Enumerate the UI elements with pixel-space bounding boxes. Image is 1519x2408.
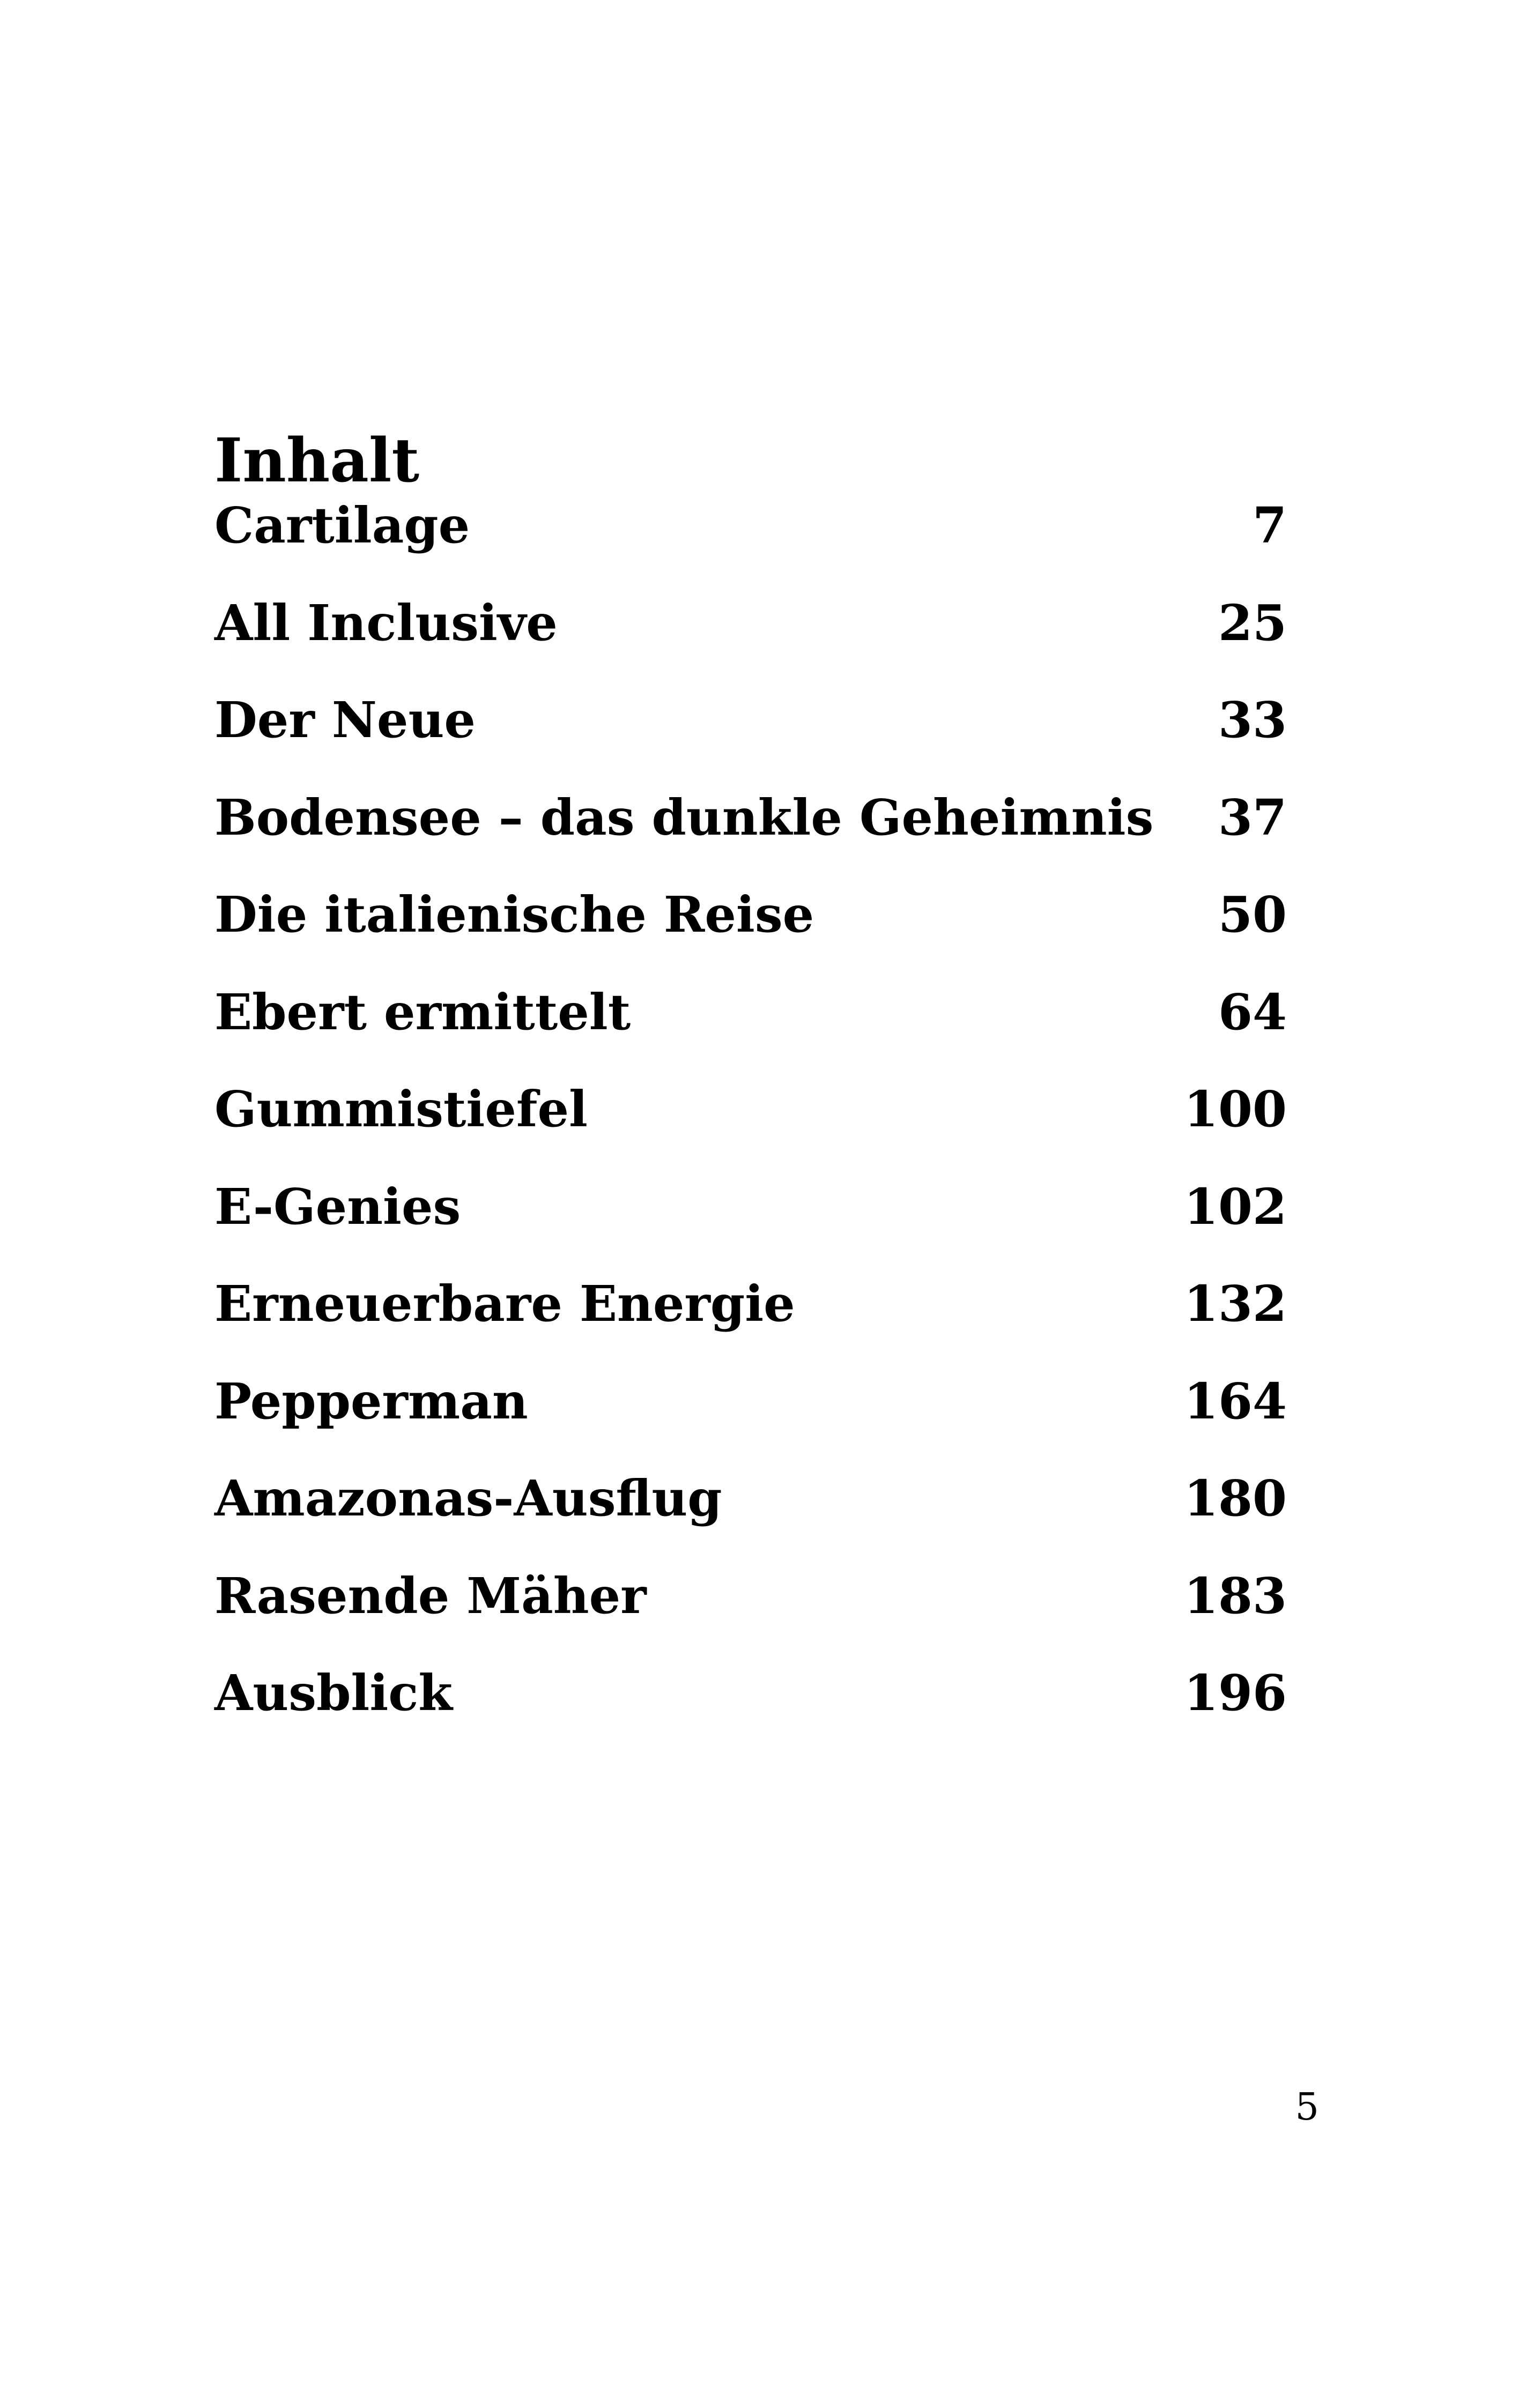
toc-entry	[214, 680, 1287, 777]
toc-entry-page: 164	[1183, 1372, 1287, 1430]
toc-entry-page: 183	[1183, 1566, 1287, 1625]
toc-entry-page: 180	[1183, 1469, 1287, 1527]
toc-entry-title: Rasende Mäher	[214, 1566, 647, 1625]
toc-entry	[214, 1361, 1287, 1459]
toc-entry-page: 132	[1183, 1275, 1287, 1333]
toc-entry-title: Gummistiefel	[214, 1080, 588, 1138]
table-of-contents	[214, 485, 1287, 1750]
toc-entry	[214, 1166, 1287, 1264]
toc-entry-title: Die italienische Reise	[214, 886, 814, 943]
toc-entry-title: Amazonas-Ausflug	[214, 1469, 722, 1527]
toc-heading: Inhalt	[214, 426, 420, 496]
toc-entry	[214, 1458, 1287, 1556]
toc-entry-page: 64	[1218, 983, 1287, 1041]
toc-entry-page: 33	[1218, 691, 1287, 749]
toc-entry-title: Der Neue	[214, 691, 476, 749]
toc-entry-title: Ausblick	[214, 1664, 453, 1722]
toc-entry	[214, 1264, 1287, 1361]
toc-entry-title: Ebert ermittelt	[214, 983, 631, 1041]
toc-entry-title: E-Genies	[214, 1177, 461, 1236]
toc-entry-title: Bodensee – das dunkle Geheimnis	[214, 788, 1154, 846]
toc-entry-page: 37	[1218, 788, 1287, 846]
toc-entry-title: Erneuerbare Energie	[214, 1275, 795, 1333]
toc-entry	[214, 874, 1287, 972]
toc-entry	[214, 583, 1287, 680]
toc-entry-title: Pepperman	[214, 1372, 528, 1430]
toc-entry	[214, 1069, 1287, 1166]
toc-entry-title: Cartilage	[214, 496, 470, 554]
toc-entry-page: 100	[1183, 1080, 1287, 1138]
page-number: 5	[1295, 2085, 1319, 2129]
toc-entry	[214, 972, 1287, 1069]
toc-entry-page: 50	[1218, 886, 1287, 943]
toc-entry-title: All Inclusive	[214, 593, 558, 652]
toc-entry-page: 7	[1252, 496, 1287, 554]
toc-entry-page: 102	[1183, 1177, 1287, 1236]
toc-entry	[214, 777, 1287, 875]
toc-entry	[214, 1556, 1287, 1653]
toc-entry	[214, 1653, 1287, 1750]
toc-entry-page: 196	[1183, 1664, 1287, 1722]
toc-entry	[214, 485, 1287, 583]
toc-entry-page: 25	[1218, 593, 1287, 652]
